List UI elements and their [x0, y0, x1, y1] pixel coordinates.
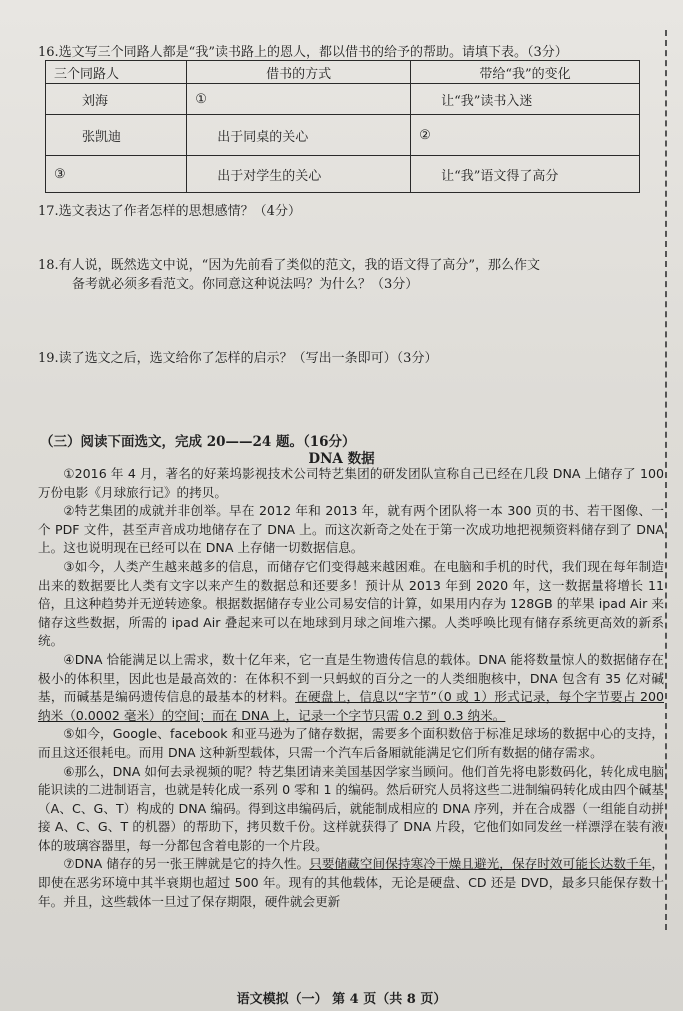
paragraph-7-rest: ，即使在恶劣环境中其半衰期也超过 500 年。现有的其他载体，无论是硬盘、CD 还是 DVD，最多只能保存数十年。并且，这些载体一旦过了保存期限，硬件就会更新: [38, 856, 665, 909]
q16-answer-table: [45, 60, 640, 193]
paragraph-4-underlined: 在硬盘上，信息以“字节”（0 或 1）形式记录，每个字节要占 200 纳米（0.0002 毫米）的空间；而在 DNA 上，记录一个字节只需 0.2 到 0.3 纳米。: [38, 689, 664, 723]
page-footer: 语文模拟（一） 第 4 页（共 8 页）: [236, 992, 447, 1007]
paragraph-7-underlined: 只要储藏空间保持寒冷干燥且避光，保存时效可能长达数千年: [309, 856, 652, 872]
table-cell: 让“我”语文得了高分: [411, 156, 640, 193]
paragraph-7: [38, 855, 664, 911]
table-header-row: [46, 61, 640, 84]
question-19: 19.读了选文之后，选文给你了怎样的启示？（写出一条即可）（3分）: [38, 351, 438, 366]
table-cell: 刘海: [46, 84, 187, 115]
paragraph-5: ⑤如今，Google、facebook 和亚马逊为了储存数据，需要多个面积数倍于标准足球场的数据中心的支持，而且这还很耗电。而用 DNA 这种新型载体，只需一个汽车后备厢就能满足它们所有数据的储存需求。: [38, 726, 664, 760]
paragraph-1: ①2016 年 4 月，著名的好莱坞影视技术公司特艺集团的研发团队宣称自己已经在几段 DNA 上储存了 100 万份电影《月球旅行记》的拷贝。: [38, 466, 664, 500]
table-cell: ③: [46, 156, 187, 193]
question-18: 18.有人说，既然选文中说，“因为先前看了类似的范文，我的语文得了高分”，那么作文: [38, 258, 540, 273]
table-row: [46, 115, 640, 156]
section-3-heading: （三）阅读下面选文，完成 20——24 题。（16分）: [40, 434, 356, 450]
question-16: 16.选文写三个同路人都是“我”读书路上的恩人，都以借书的给予的帮助。请填下表。（3分）: [38, 45, 568, 60]
table-cell: 张凯迪: [46, 115, 187, 156]
table-cell: ①: [187, 84, 411, 115]
paragraph-7-lead: ⑦DNA 储存的另一张王牌就是它的持久性。: [63, 856, 310, 872]
paragraph-2: ②特艺集团的成就并非创举。早在 2012 年和 2013 年，就有两个团队将一本 300 页的书、若干图像、一个 PDF 文件，甚至声音成功地储存在了 DNA 上。而这次新奇之处在于第一次成功地把视频资料储存到了 DNA 上。这也说明现在已经可以在 DNA 上存储一切数据信息。: [38, 503, 664, 556]
table-header-cell: 借书的方式: [187, 61, 411, 84]
table-cell: 出于对学生的关心: [187, 156, 411, 193]
table-cell: ②: [411, 115, 640, 156]
table-cell: 让“我”读书入迷: [411, 84, 640, 115]
table-row: [46, 156, 640, 193]
paragraph-3: ③如今，人类产生越来越多的信息，而储存它们变得越来越困难。在电脑和手机的时代，我们现在每年制造出来的数据要比人类有文字以来产生的数据总和还要多！预计从 2013 年到 2020 年，这一数据量将增长 11 倍，且这种趋势并无逆转迹象。根据数据储存专业公司易安信的计算，如果用内存为 128GB 的苹果 ipad Air 来储存这些数据，所需的 ipad Air 叠起来可以在地球到月球之间堆六摞。人类呼唤比现有储存系统更高效的新系统。: [38, 558, 664, 649]
table-header-cell: 带给“我”的变化: [411, 61, 640, 84]
question-17: 17.选文表达了作者怎样的思想感情？（4分）: [38, 204, 301, 219]
article-title: DNA 数据: [308, 451, 375, 467]
binding-dashed-line: [665, 30, 667, 930]
paragraph-4-text: ④DNA 恰能满足以上需求，数十亿年来，它一直是生物遗传信息的载体。DNA 能将数量惊人的数据储存在极小的体积里，因此也是最高效的：在体积不到一只蚂蚁的百分之一的人类细胞核中，DNA 包含有 35 亿对碱基，而碱基是编码遗传信息的最基本的材料。: [38, 651, 664, 705]
table-row: [46, 84, 640, 115]
table-header-cell: 三个同路人: [46, 61, 187, 84]
question-18-continued: 备考就必须多看范文。你同意这种说法吗？为什么？（3分）: [72, 277, 419, 292]
paragraph-4: [38, 651, 664, 725]
table-cell: 出于同桌的关心: [187, 115, 411, 156]
paragraph-6: ⑥那么，DNA 如何去录视频的呢？特艺集团请来美国基因学家当顾问。他们首先将电影数码化，转化成电脑能识读的二进制语言，也就是转化成一系列 0 零和 1 的编码。然后研究人员将这些二进制编码转化成由四个碱基（A、C、G、T）构成的 DNA 编码。得到这串编码后，就能制成相应的 DNA 序列，并在合成器（一组能自动拼接 A、C、G、T 的机器）的帮助下，拷贝数千份。这样就获得了 DNA 片段，它他们如同发丝一样漂浮在装有液体的玻璃容器里，每一分都包含着电影的一个片段。: [38, 763, 664, 853]
article-body: [38, 465, 664, 911]
